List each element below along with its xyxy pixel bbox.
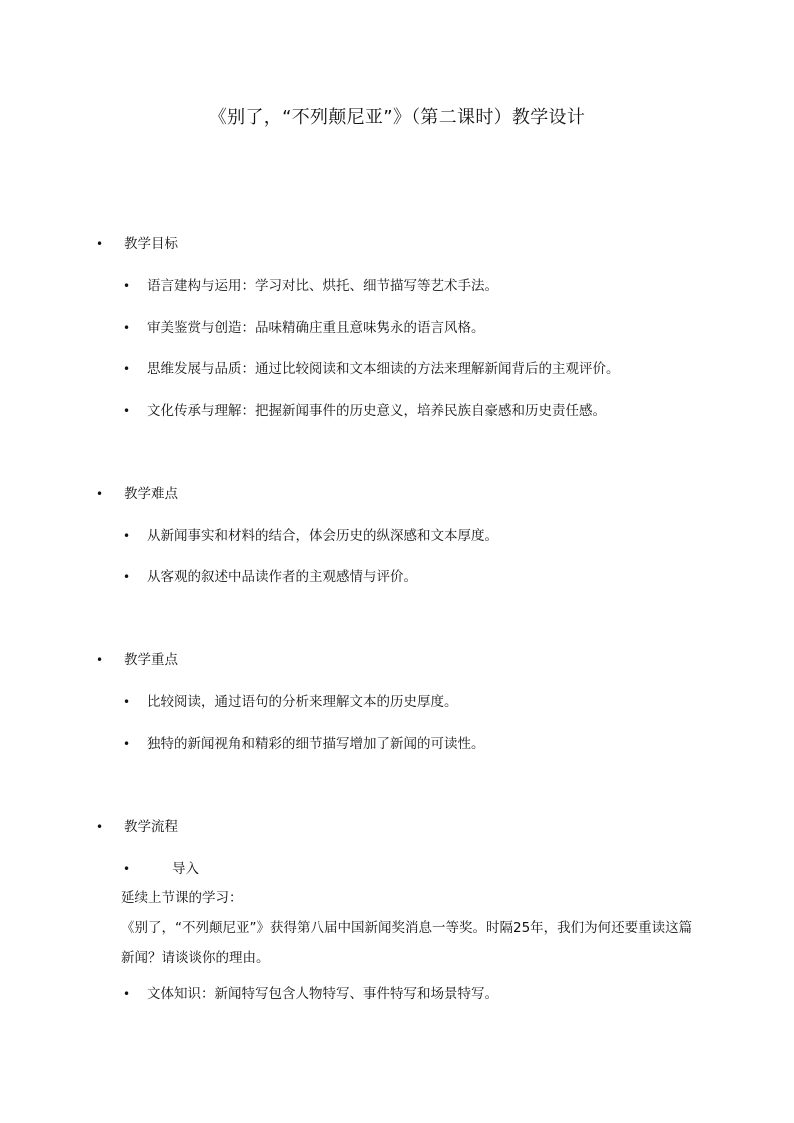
bullet-icon: •: [123, 987, 131, 1001]
section-heading: 教学重点: [124, 652, 178, 668]
list-item: 语言建构与运用：学习对比、烘托、细节描写等艺术手法。: [147, 278, 498, 294]
list-item: 审美鉴赏与创造：品味精确庄重且意味隽永的语言风格。: [147, 320, 485, 336]
bullet-icon: •: [123, 404, 131, 418]
list-item: 思维发展与品质：通过比较阅读和文本细读的方法来理解新闻背后的主观评价。: [147, 361, 620, 377]
list-item: 从客观的叙述中品读作者的主观感情与评价。: [147, 569, 417, 585]
bullet-icon: •: [96, 237, 104, 251]
bullet-icon: •: [123, 695, 131, 709]
bullet-icon: •: [123, 737, 131, 751]
list-item: 独特的新闻视角和精彩的细节描写增加了新闻的可读性。: [147, 736, 485, 752]
bullet-icon: •: [96, 653, 104, 667]
bullet-icon: •: [123, 862, 131, 876]
section-heading: 教学难点: [124, 486, 178, 502]
bullet-icon: •: [123, 529, 131, 543]
bullet-icon: •: [123, 570, 131, 584]
list-item: 文体知识：新闻特写包含人物特写、事件特写和场景特写。: [147, 986, 498, 1002]
section-heading: 教学目标: [124, 236, 178, 252]
list-item: 比较阅读，通过语句的分析来理解文本的历史厚度。: [147, 694, 458, 710]
list-item: 文化传承与理解：把握新闻事件的历史意义，培养民族自豪感和历史责任感。: [147, 403, 606, 419]
bullet-icon: •: [123, 321, 131, 335]
body-paragraph: 《别了，“不列颠尼亚”》获得第八届中国新闻奖消息一等奖。时隔25年，我们为何还要重读这篇新闻？请谈谈你的理由。: [121, 920, 693, 966]
page-title: 《别了，“不列颠尼亚”》（第二课时）教学设计: [208, 107, 586, 128]
bullet-icon: •: [123, 279, 131, 293]
lead-text: 延续上节课的学习：: [121, 890, 243, 906]
list-item: 从新闻事实和材料的结合，体会历史的纵深感和文本厚度。: [147, 528, 498, 544]
section-heading: 教学流程: [124, 819, 178, 835]
intro-label: 导入: [172, 861, 199, 877]
bullet-icon: •: [96, 487, 104, 501]
bullet-icon: •: [96, 820, 104, 834]
bullet-icon: •: [123, 362, 131, 376]
